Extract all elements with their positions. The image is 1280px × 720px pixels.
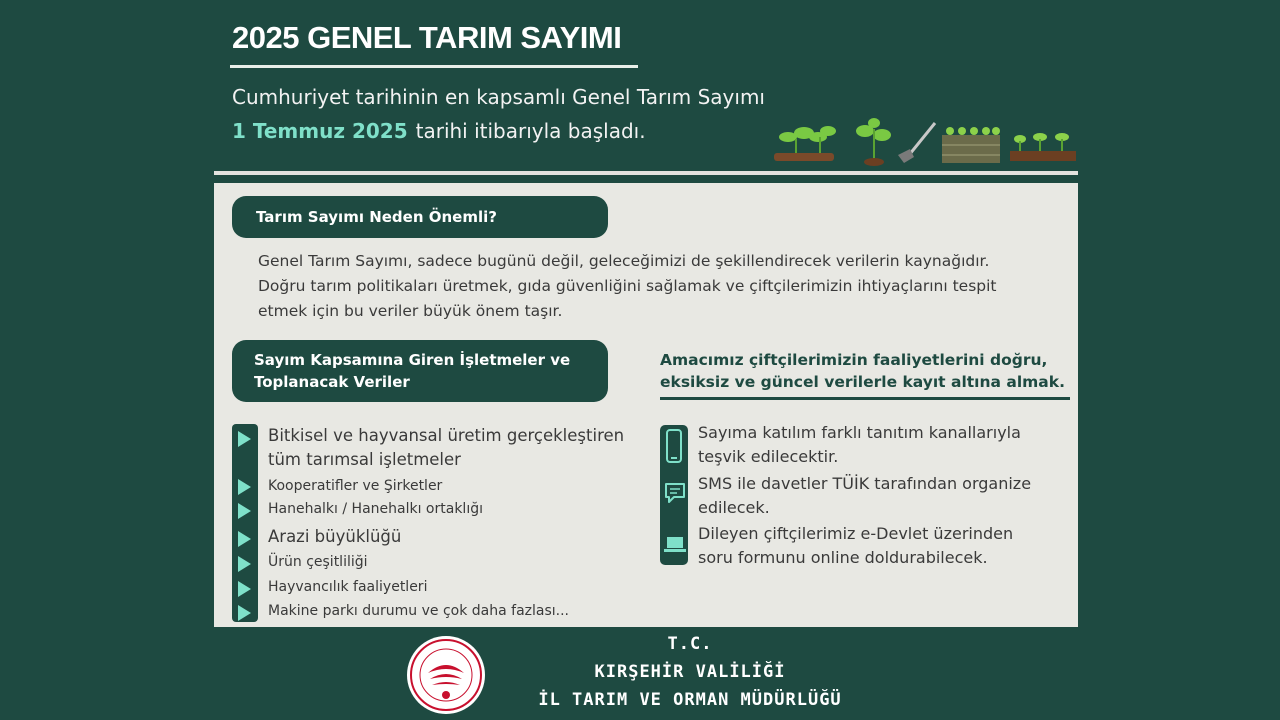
title-underline	[230, 65, 638, 68]
scope-item: Hayvancılık faaliyetleri	[268, 579, 428, 595]
why-line: Genel Tarım Sayımı, sadece bugünü değil, geleceğimizi de şekillendirecek verilerin kaynağıdır.	[258, 252, 990, 270]
bullet-arrow-icon	[238, 531, 251, 547]
why-line: etmek için bu veriler büyük önem taşır.	[258, 302, 563, 320]
bullet-arrow-icon	[238, 479, 251, 495]
footer-line-governorship: KIRŞEHİR VALİLİĞİ	[594, 662, 786, 682]
goal-underline	[660, 397, 1070, 400]
bullet-arrow-icon	[238, 431, 251, 447]
why-line: Doğru tarım politikaları üretmek, gıda güvenliğini sağlamak ve çiftçilerimizin ihtiyaçlarını tespit	[258, 277, 997, 295]
channel-line: soru formunu online doldurabilecek.	[698, 548, 988, 567]
start-date-line	[232, 119, 646, 143]
channel-line: Sayıma katılım farklı tanıtım kanallarıyla	[698, 423, 1021, 442]
footer-line-tc: T.C.	[667, 634, 713, 654]
scope-heading-line: Sayım Kapsamına Giren İşletmeler ve	[254, 351, 571, 369]
scope-item: Kooperatifler ve Şirketler	[268, 478, 443, 494]
seedlings-illustration	[770, 115, 1080, 170]
scope-item: Bitkisel ve hayvansal üretim gerçekleştiren	[268, 426, 625, 445]
why-paragraph	[258, 249, 1068, 324]
footer-line-directorate: İL TARIM VE ORMAN MÜDÜRLÜĞÜ	[538, 690, 842, 710]
channel-item	[698, 472, 1031, 520]
page-title: 2025 GENEL TARIM SAYIMI	[232, 20, 622, 55]
content-panel	[214, 183, 1078, 627]
chat-icon	[663, 481, 687, 505]
header-divider	[214, 171, 1078, 175]
bullet-arrow-icon	[238, 581, 251, 597]
phone-icon	[665, 429, 683, 463]
scope-item: Arazi büyüklüğü	[268, 527, 402, 546]
scope-item: Makine parkı durumu ve çok daha fazlası...	[268, 603, 570, 619]
start-date-text: tarihi itibarıyla başladı.	[415, 119, 646, 143]
why-heading: Tarım Sayımı Neden Önemli?	[232, 196, 608, 238]
start-date: 1 Temmuz 2025	[232, 119, 408, 143]
scope-item: Hanehalkı / Hanehalkı ortaklığı	[268, 501, 483, 517]
scope-heading-line: Toplanacak Veriler	[254, 373, 410, 391]
goal-statement	[660, 349, 1080, 393]
laptop-icon	[663, 535, 687, 555]
bullet-arrow-icon	[238, 503, 251, 519]
scope-heading	[232, 340, 608, 402]
bullet-arrow-icon	[238, 556, 251, 572]
channel-line: SMS ile davetler TÜİK tarafından organize	[698, 474, 1032, 493]
scope-item: tüm tarımsal işletmeler	[268, 450, 461, 469]
channel-line: teşvik edilecektir.	[698, 447, 839, 466]
bullet-arrow-icon	[238, 605, 251, 621]
channel-line: edilecek.	[698, 498, 770, 517]
goal-line: Amacımız çiftçilerimizin faaliyetlerini doğru,	[660, 351, 1048, 369]
channel-item	[698, 421, 1021, 469]
scope-item: Ürün çeşitliliği	[268, 554, 368, 570]
ministry-logo	[406, 635, 486, 715]
channel-item	[698, 522, 1013, 570]
channel-line: Dileyen çiftçilerimiz e-Devlet üzerinden	[698, 524, 1014, 543]
goal-line: eksiksiz ve güncel verilerle kayıt altına almak.	[660, 373, 1065, 391]
subtitle: Cumhuriyet tarihinin en kapsamlı Genel Tarım Sayımı	[232, 85, 765, 109]
